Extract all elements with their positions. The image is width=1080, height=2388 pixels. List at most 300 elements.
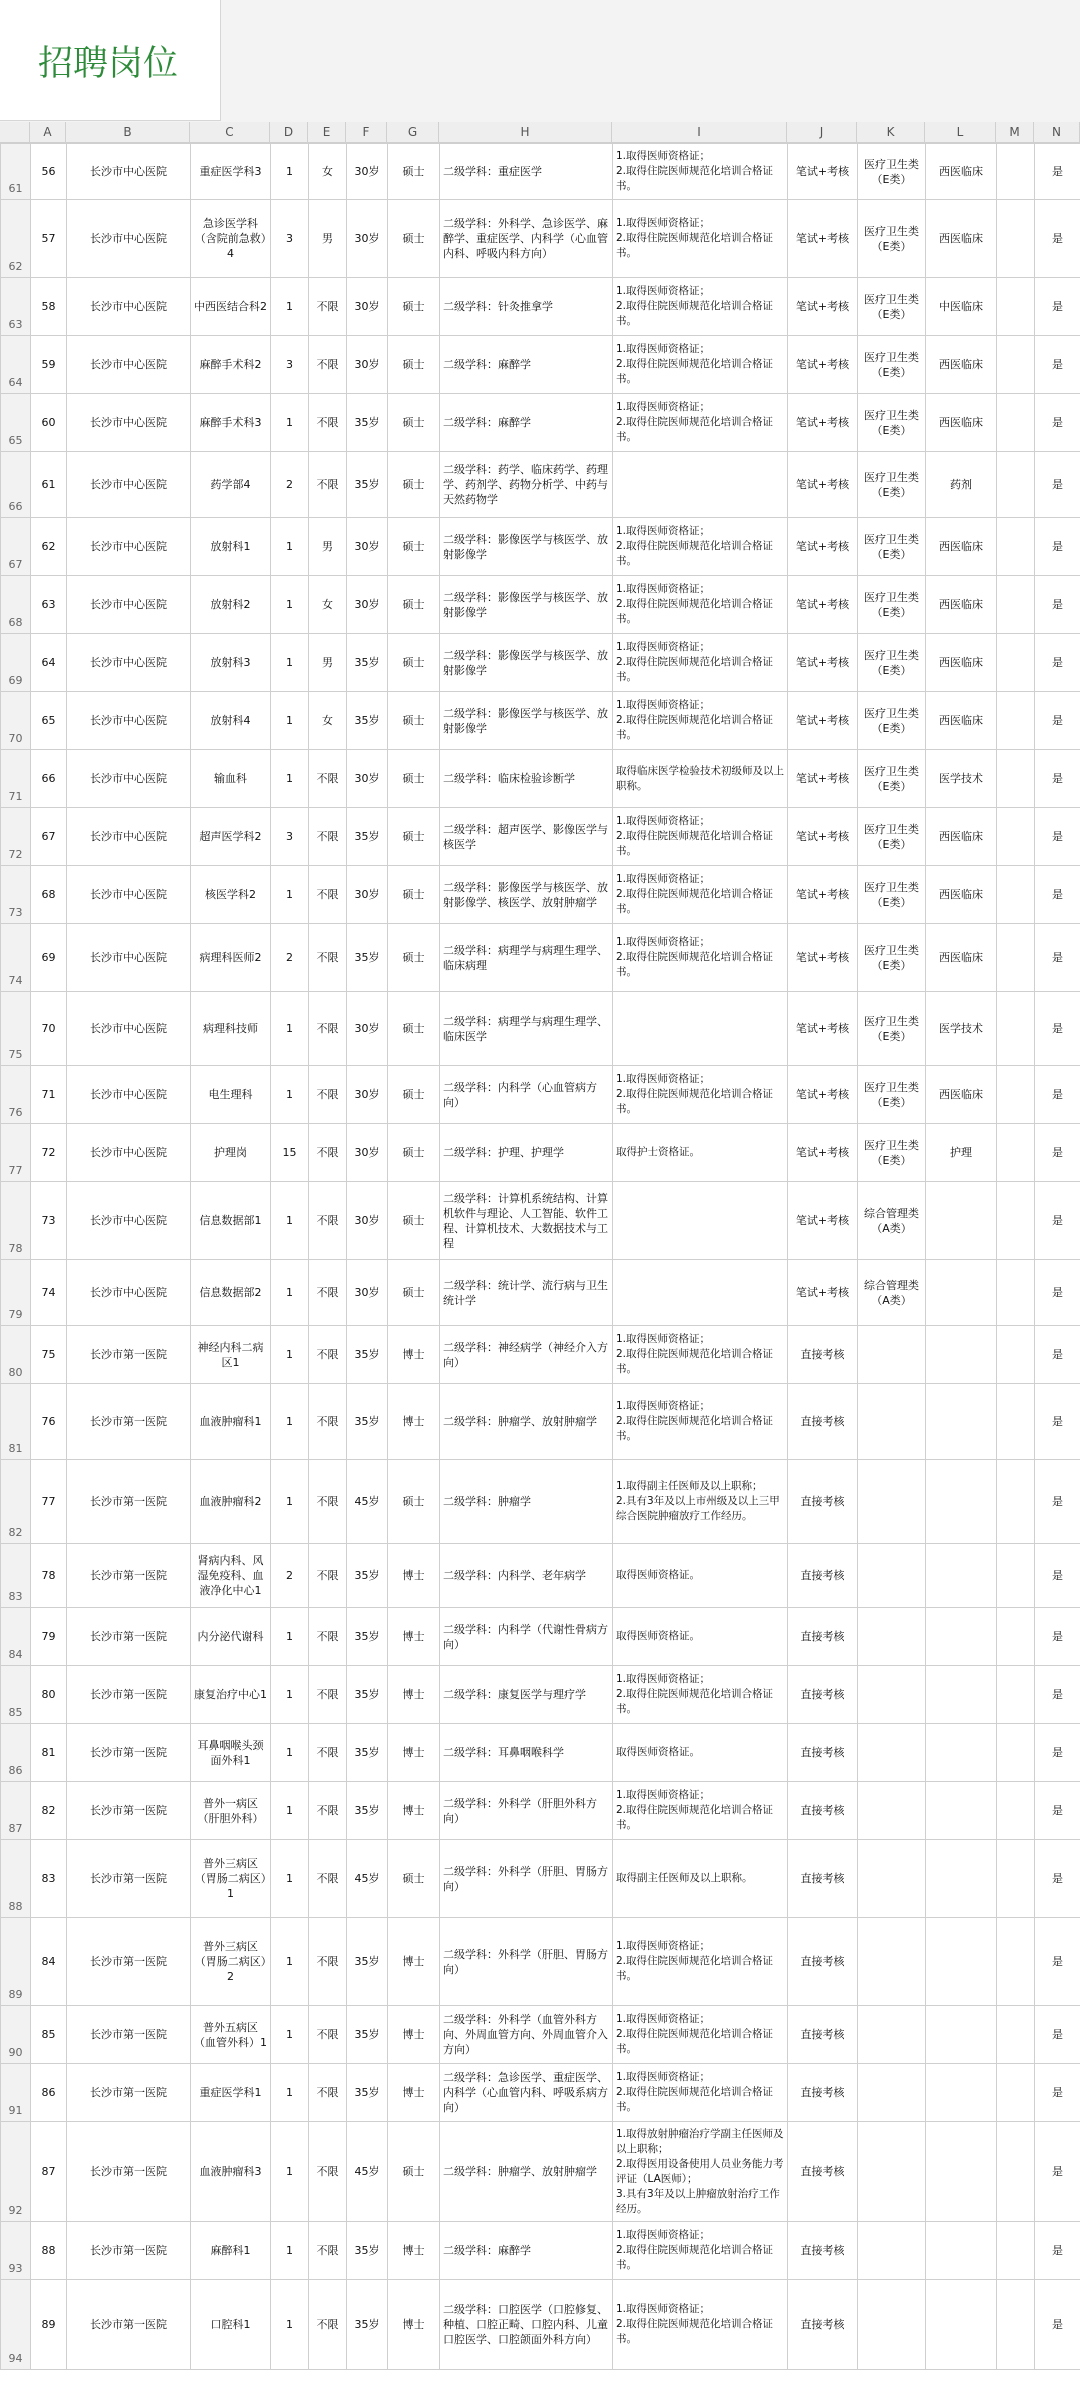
cell-k[interactable]: 医疗卫生类（E类） [858, 394, 926, 452]
cell-e[interactable]: 不限 [309, 2222, 347, 2280]
cell-c[interactable]: 麻醉手术科3 [191, 394, 271, 452]
cell-g[interactable]: 硕士 [388, 1066, 440, 1124]
cell-a[interactable]: 63 [31, 576, 67, 634]
cell-j[interactable]: 笔试+考核 [788, 518, 858, 576]
cell-g[interactable]: 硕士 [388, 992, 440, 1066]
cell-i[interactable]: 取得医师资格证。 [613, 1544, 788, 1608]
cell-i[interactable]: 取得医师资格证。 [613, 1724, 788, 1782]
cell-e[interactable]: 不限 [309, 1724, 347, 1782]
cell-a[interactable]: 76 [31, 1384, 67, 1460]
cell-j[interactable]: 笔试+考核 [788, 394, 858, 452]
cell-g[interactable]: 硕士 [388, 1182, 440, 1260]
cell-e[interactable]: 女 [309, 692, 347, 750]
cell-d[interactable]: 1 [271, 576, 309, 634]
cell-j[interactable]: 笔试+考核 [788, 144, 858, 200]
cell-n[interactable]: 是 [1035, 1840, 1080, 1918]
cell-a[interactable]: 86 [31, 2064, 67, 2122]
cell-a[interactable]: 70 [31, 992, 67, 1066]
cell-f[interactable]: 35岁 [347, 924, 388, 992]
cell-h[interactable]: 二级学科：神经病学（神经介入方向） [440, 1326, 613, 1384]
cell-m[interactable] [997, 2222, 1035, 2280]
cell-d[interactable]: 1 [271, 1460, 309, 1544]
cell-n[interactable]: 是 [1035, 2122, 1080, 2222]
cell-a[interactable]: 80 [31, 1666, 67, 1724]
cell-c[interactable]: 急诊医学科（含院前急救）4 [191, 200, 271, 278]
cell-f[interactable]: 30岁 [347, 1182, 388, 1260]
cell-j[interactable]: 笔试+考核 [788, 692, 858, 750]
cell-c[interactable]: 麻醉手术科2 [191, 336, 271, 394]
row-number[interactable]: 77 [1, 1124, 31, 1182]
select-all-corner[interactable] [0, 122, 30, 142]
cell-l[interactable]: 西医临床 [926, 518, 997, 576]
cell-f[interactable]: 30岁 [347, 518, 388, 576]
cell-l[interactable]: 西医临床 [926, 924, 997, 992]
cell-l[interactable] [926, 1666, 997, 1724]
cell-n[interactable]: 是 [1035, 144, 1080, 200]
cell-h[interactable]: 二级学科：康复医学与理疗学 [440, 1666, 613, 1724]
row-number[interactable]: 83 [1, 1544, 31, 1608]
cell-j[interactable]: 笔试+考核 [788, 1066, 858, 1124]
cell-b[interactable]: 长沙市中心医院 [67, 750, 191, 808]
cell-l[interactable]: 中医临床 [926, 278, 997, 336]
column-header-n[interactable]: N [1034, 122, 1080, 142]
cell-k[interactable] [858, 1544, 926, 1608]
cell-g[interactable]: 硕士 [388, 1460, 440, 1544]
cell-a[interactable]: 67 [31, 808, 67, 866]
cell-b[interactable]: 长沙市第一医院 [67, 2222, 191, 2280]
cell-m[interactable] [997, 2006, 1035, 2064]
cell-b[interactable]: 长沙市中心医院 [67, 576, 191, 634]
cell-a[interactable]: 88 [31, 2222, 67, 2280]
cell-i[interactable]: 1.取得医师资格证； 2.取得住院医师规范化培训合格证书。 [613, 2064, 788, 2122]
cell-n[interactable]: 是 [1035, 1544, 1080, 1608]
cell-k[interactable]: 医疗卫生类（E类） [858, 692, 926, 750]
cell-a[interactable]: 72 [31, 1124, 67, 1182]
cell-c[interactable]: 病理科医师2 [191, 924, 271, 992]
cell-e[interactable]: 不限 [309, 1544, 347, 1608]
row-number[interactable]: 76 [1, 1066, 31, 1124]
cell-b[interactable]: 长沙市中心医院 [67, 634, 191, 692]
cell-i[interactable] [613, 992, 788, 1066]
cell-h[interactable]: 二级学科：肿瘤学、放射肿瘤学 [440, 2122, 613, 2222]
cell-b[interactable]: 长沙市第一医院 [67, 1460, 191, 1544]
cell-a[interactable]: 56 [31, 144, 67, 200]
cell-l[interactable] [926, 1182, 997, 1260]
cell-e[interactable]: 女 [309, 576, 347, 634]
row-number[interactable]: 85 [1, 1666, 31, 1724]
cell-l[interactable]: 西医临床 [926, 576, 997, 634]
cell-c[interactable]: 放射科3 [191, 634, 271, 692]
cell-i[interactable]: 1.取得医师资格证； 2.取得住院医师规范化培训合格证书。 [613, 1384, 788, 1460]
cell-l[interactable]: 西医临床 [926, 808, 997, 866]
cell-j[interactable]: 直接考核 [788, 1782, 858, 1840]
cell-k[interactable] [858, 1782, 926, 1840]
cell-b[interactable]: 长沙市中心医院 [67, 278, 191, 336]
cell-k[interactable] [858, 1608, 926, 1666]
cell-d[interactable]: 1 [271, 634, 309, 692]
cell-g[interactable]: 硕士 [388, 278, 440, 336]
column-header-b[interactable]: B [66, 122, 190, 142]
cell-g[interactable]: 硕士 [388, 336, 440, 394]
cell-c[interactable]: 耳鼻咽喉头颈面外科1 [191, 1724, 271, 1782]
cell-m[interactable] [997, 1066, 1035, 1124]
cell-n[interactable]: 是 [1035, 518, 1080, 576]
cell-i[interactable]: 1.取得医师资格证； 2.取得住院医师规范化培训合格证书。 [613, 1918, 788, 2006]
cell-l[interactable]: 西医临床 [926, 394, 997, 452]
cell-l[interactable]: 西医临床 [926, 634, 997, 692]
cell-d[interactable]: 1 [271, 992, 309, 1066]
row-number[interactable]: 70 [1, 692, 31, 750]
row-number[interactable]: 86 [1, 1724, 31, 1782]
cell-c[interactable]: 超声医学科2 [191, 808, 271, 866]
cell-c[interactable]: 重症医学科3 [191, 144, 271, 200]
cell-k[interactable] [858, 1840, 926, 1918]
cell-n[interactable]: 是 [1035, 2064, 1080, 2122]
cell-c[interactable]: 普外一病区（肝胆外科） [191, 1782, 271, 1840]
cell-k[interactable]: 综合管理类（A类） [858, 1182, 926, 1260]
cell-e[interactable]: 不限 [309, 2122, 347, 2222]
cell-n[interactable]: 是 [1035, 808, 1080, 866]
cell-k[interactable] [858, 1724, 926, 1782]
cell-k[interactable]: 医疗卫生类（E类） [858, 200, 926, 278]
cell-a[interactable]: 64 [31, 634, 67, 692]
row-number[interactable]: 92 [1, 2122, 31, 2222]
row-number[interactable]: 63 [1, 278, 31, 336]
cell-g[interactable]: 硕士 [388, 750, 440, 808]
cell-c[interactable]: 输血科 [191, 750, 271, 808]
row-number[interactable]: 62 [1, 200, 31, 278]
cell-i[interactable]: 1.取得医师资格证； 2.取得住院医师规范化培训合格证书。 [613, 2006, 788, 2064]
cell-m[interactable] [997, 2064, 1035, 2122]
row-number[interactable]: 73 [1, 866, 31, 924]
column-header-i[interactable]: I [612, 122, 787, 142]
cell-g[interactable]: 博士 [388, 1384, 440, 1460]
cell-l[interactable]: 西医临床 [926, 1066, 997, 1124]
cell-c[interactable]: 电生理科 [191, 1066, 271, 1124]
cell-m[interactable] [997, 452, 1035, 518]
cell-i[interactable] [613, 1182, 788, 1260]
cell-c[interactable]: 血液肿瘤科1 [191, 1384, 271, 1460]
cell-l[interactable] [926, 1608, 997, 1666]
cell-c[interactable]: 放射科1 [191, 518, 271, 576]
cell-a[interactable]: 58 [31, 278, 67, 336]
cell-h[interactable]: 二级学科：外科学（肝胆、胃肠方向） [440, 1840, 613, 1918]
cell-f[interactable]: 35岁 [347, 1608, 388, 1666]
cell-l[interactable]: 西医临床 [926, 200, 997, 278]
cell-l[interactable] [926, 1384, 997, 1460]
cell-b[interactable]: 长沙市第一医院 [67, 1666, 191, 1724]
cell-a[interactable]: 69 [31, 924, 67, 992]
row-number[interactable]: 69 [1, 634, 31, 692]
cell-l[interactable]: 西医临床 [926, 336, 997, 394]
cell-f[interactable]: 35岁 [347, 1544, 388, 1608]
column-header-d[interactable]: D [270, 122, 308, 142]
cell-a[interactable]: 68 [31, 866, 67, 924]
cell-a[interactable]: 62 [31, 518, 67, 576]
cell-e[interactable]: 不限 [309, 2006, 347, 2064]
cell-g[interactable]: 硕士 [388, 518, 440, 576]
cell-b[interactable]: 长沙市中心医院 [67, 1260, 191, 1326]
cell-g[interactable]: 硕士 [388, 808, 440, 866]
cell-a[interactable]: 87 [31, 2122, 67, 2222]
cell-e[interactable]: 不限 [309, 1066, 347, 1124]
cell-l[interactable] [926, 2122, 997, 2222]
row-number[interactable]: 84 [1, 1608, 31, 1666]
cell-j[interactable]: 直接考核 [788, 2122, 858, 2222]
cell-n[interactable]: 是 [1035, 278, 1080, 336]
cell-i[interactable]: 1.取得医师资格证； 2.取得住院医师规范化培训合格证书。 [613, 1066, 788, 1124]
cell-i[interactable]: 1.取得医师资格证； 2.取得住院医师规范化培训合格证书。 [613, 278, 788, 336]
cell-b[interactable]: 长沙市第一医院 [67, 2280, 191, 2370]
cell-n[interactable]: 是 [1035, 1460, 1080, 1544]
cell-d[interactable]: 1 [271, 1326, 309, 1384]
cell-k[interactable]: 医疗卫生类（E类） [858, 750, 926, 808]
cell-f[interactable]: 35岁 [347, 808, 388, 866]
cell-f[interactable]: 30岁 [347, 866, 388, 924]
cell-g[interactable]: 硕士 [388, 2122, 440, 2222]
cell-j[interactable]: 笔试+考核 [788, 634, 858, 692]
cell-h[interactable]: 二级学科：内科学（代谢性骨病方向） [440, 1608, 613, 1666]
cell-m[interactable] [997, 1260, 1035, 1326]
cell-h[interactable]: 二级学科：病理学与病理生理学、临床病理 [440, 924, 613, 992]
cell-c[interactable]: 血液肿瘤科2 [191, 1460, 271, 1544]
cell-f[interactable]: 30岁 [347, 750, 388, 808]
cell-m[interactable] [997, 278, 1035, 336]
row-number[interactable]: 81 [1, 1384, 31, 1460]
cell-m[interactable] [997, 200, 1035, 278]
cell-n[interactable]: 是 [1035, 866, 1080, 924]
cell-a[interactable]: 61 [31, 452, 67, 518]
cell-b[interactable]: 长沙市第一医院 [67, 1544, 191, 1608]
cell-m[interactable] [997, 336, 1035, 394]
cell-l[interactable] [926, 2222, 997, 2280]
column-header-j[interactable]: J [787, 122, 857, 142]
cell-b[interactable]: 长沙市中心医院 [67, 1066, 191, 1124]
cell-k[interactable]: 医疗卫生类（E类） [858, 336, 926, 394]
cell-k[interactable] [858, 2064, 926, 2122]
cell-i[interactable]: 1.取得副主任医师及以上职称； 2.具有3年及以上市州级及以上三甲综合医院肿瘤放疗工作经历。 [613, 1460, 788, 1544]
cell-h[interactable]: 二级学科：内科学、老年病学 [440, 1544, 613, 1608]
cell-d[interactable]: 1 [271, 1918, 309, 2006]
cell-m[interactable] [997, 1918, 1035, 2006]
cell-n[interactable]: 是 [1035, 692, 1080, 750]
cell-d[interactable]: 1 [271, 2064, 309, 2122]
cell-j[interactable]: 笔试+考核 [788, 200, 858, 278]
cell-g[interactable]: 硕士 [388, 866, 440, 924]
cell-e[interactable]: 不限 [309, 1326, 347, 1384]
cell-i[interactable]: 1.取得医师资格证； 2.取得住院医师规范化培训合格证书。 [613, 518, 788, 576]
row-number[interactable]: 82 [1, 1460, 31, 1544]
cell-n[interactable]: 是 [1035, 1608, 1080, 1666]
cell-a[interactable]: 89 [31, 2280, 67, 2370]
cell-c[interactable]: 麻醉科1 [191, 2222, 271, 2280]
cell-a[interactable]: 84 [31, 1918, 67, 2006]
cell-j[interactable]: 直接考核 [788, 2280, 858, 2370]
cell-f[interactable]: 45岁 [347, 1460, 388, 1544]
cell-j[interactable]: 笔试+考核 [788, 866, 858, 924]
cell-i[interactable]: 1.取得医师资格证； 2.取得住院医师规范化培训合格证书。 [613, 576, 788, 634]
cell-b[interactable]: 长沙市中心医院 [67, 518, 191, 576]
cell-h[interactable]: 二级学科：针灸推拿学 [440, 278, 613, 336]
cell-d[interactable]: 1 [271, 1066, 309, 1124]
row-number[interactable]: 80 [1, 1326, 31, 1384]
cell-h[interactable]: 二级学科：急诊医学、重症医学、内科学（心血管内科、呼吸系病方向） [440, 2064, 613, 2122]
cell-j[interactable]: 笔试+考核 [788, 924, 858, 992]
cell-n[interactable]: 是 [1035, 1666, 1080, 1724]
cell-i[interactable]: 1.取得医师资格证； 2.取得住院医师规范化培训合格证书。 [613, 808, 788, 866]
column-header-c[interactable]: C [190, 122, 270, 142]
cell-f[interactable]: 35岁 [347, 2064, 388, 2122]
cell-a[interactable]: 66 [31, 750, 67, 808]
spreadsheet-grid[interactable] [0, 143, 1080, 2370]
cell-b[interactable]: 长沙市中心医院 [67, 692, 191, 750]
cell-g[interactable]: 硕士 [388, 1840, 440, 1918]
cell-i[interactable]: 1.取得医师资格证； 2.取得住院医师规范化培训合格证书。 [613, 924, 788, 992]
cell-j[interactable]: 直接考核 [788, 2064, 858, 2122]
cell-f[interactable]: 35岁 [347, 1384, 388, 1460]
cell-c[interactable]: 康复治疗中心1 [191, 1666, 271, 1724]
cell-g[interactable]: 博士 [388, 1918, 440, 2006]
cell-m[interactable] [997, 866, 1035, 924]
cell-g[interactable]: 硕士 [388, 634, 440, 692]
row-number[interactable]: 74 [1, 924, 31, 992]
cell-d[interactable]: 1 [271, 394, 309, 452]
cell-m[interactable] [997, 1182, 1035, 1260]
cell-d[interactable]: 1 [271, 2006, 309, 2064]
cell-i[interactable] [613, 452, 788, 518]
cell-n[interactable]: 是 [1035, 1326, 1080, 1384]
cell-n[interactable]: 是 [1035, 2222, 1080, 2280]
cell-m[interactable] [997, 1782, 1035, 1840]
cell-f[interactable]: 35岁 [347, 1782, 388, 1840]
column-header-f[interactable]: F [346, 122, 387, 142]
cell-e[interactable]: 不限 [309, 278, 347, 336]
cell-n[interactable]: 是 [1035, 992, 1080, 1066]
cell-j[interactable]: 直接考核 [788, 1666, 858, 1724]
cell-j[interactable]: 笔试+考核 [788, 576, 858, 634]
cell-e[interactable]: 女 [309, 144, 347, 200]
cell-n[interactable]: 是 [1035, 1182, 1080, 1260]
cell-d[interactable]: 1 [271, 278, 309, 336]
cell-d[interactable]: 3 [271, 336, 309, 394]
cell-h[interactable]: 二级学科：麻醉学 [440, 2222, 613, 2280]
cell-g[interactable]: 博士 [388, 1544, 440, 1608]
cell-k[interactable]: 医疗卫生类（E类） [858, 808, 926, 866]
cell-e[interactable]: 不限 [309, 2280, 347, 2370]
cell-i[interactable]: 1.取得医师资格证； 2.取得住院医师规范化培训合格证书。 [613, 1782, 788, 1840]
cell-i[interactable]: 1.取得医师资格证； 2.取得住院医师规范化培训合格证书。 [613, 2280, 788, 2370]
cell-m[interactable] [997, 1724, 1035, 1782]
column-header-h[interactable]: H [439, 122, 612, 142]
column-header-e[interactable]: E [308, 122, 346, 142]
cell-i[interactable] [613, 1260, 788, 1326]
cell-h[interactable]: 二级学科：计算机系统结构、计算机软件与理论、人工智能、软件工程、计算机技术、大数据技术与工程 [440, 1182, 613, 1260]
cell-a[interactable]: 77 [31, 1460, 67, 1544]
cell-m[interactable] [997, 1460, 1035, 1544]
cell-a[interactable]: 73 [31, 1182, 67, 1260]
cell-g[interactable]: 博士 [388, 1782, 440, 1840]
cell-c[interactable]: 药学部4 [191, 452, 271, 518]
cell-j[interactable]: 直接考核 [788, 1460, 858, 1544]
cell-j[interactable]: 直接考核 [788, 1384, 858, 1460]
cell-b[interactable]: 长沙市中心医院 [67, 866, 191, 924]
cell-g[interactable]: 博士 [388, 2006, 440, 2064]
cell-j[interactable]: 笔试+考核 [788, 992, 858, 1066]
cell-b[interactable]: 长沙市第一医院 [67, 1782, 191, 1840]
cell-l[interactable]: 西医临床 [926, 144, 997, 200]
cell-e[interactable]: 男 [309, 200, 347, 278]
cell-l[interactable] [926, 1918, 997, 2006]
cell-d[interactable]: 1 [271, 1182, 309, 1260]
cell-m[interactable] [997, 1608, 1035, 1666]
cell-h[interactable]: 二级学科：影像医学与核医学、放射影像学、核医学、放射肿瘤学 [440, 866, 613, 924]
cell-b[interactable]: 长沙市中心医院 [67, 452, 191, 518]
cell-j[interactable]: 直接考核 [788, 2222, 858, 2280]
row-number[interactable]: 88 [1, 1840, 31, 1918]
cell-k[interactable] [858, 1666, 926, 1724]
cell-g[interactable]: 硕士 [388, 200, 440, 278]
cell-j[interactable]: 直接考核 [788, 1918, 858, 2006]
row-number[interactable]: 65 [1, 394, 31, 452]
cell-b[interactable]: 长沙市中心医院 [67, 144, 191, 200]
cell-b[interactable]: 长沙市中心医院 [67, 394, 191, 452]
cell-i[interactable]: 取得护士资格证。 [613, 1124, 788, 1182]
cell-e[interactable]: 不限 [309, 1460, 347, 1544]
cell-i[interactable]: 1.取得医师资格证； 2.取得住院医师规范化培训合格证书。 [613, 634, 788, 692]
cell-e[interactable]: 不限 [309, 924, 347, 992]
cell-a[interactable]: 78 [31, 1544, 67, 1608]
cell-e[interactable]: 不限 [309, 808, 347, 866]
cell-k[interactable]: 医疗卫生类（E类） [858, 1124, 926, 1182]
cell-l[interactable] [926, 2064, 997, 2122]
cell-l[interactable] [926, 1460, 997, 1544]
cell-b[interactable]: 长沙市中心医院 [67, 336, 191, 394]
cell-k[interactable]: 综合管理类（A类） [858, 1260, 926, 1326]
cell-e[interactable]: 不限 [309, 2064, 347, 2122]
row-number[interactable]: 75 [1, 992, 31, 1066]
cell-j[interactable]: 直接考核 [788, 1724, 858, 1782]
cell-e[interactable]: 不限 [309, 866, 347, 924]
cell-e[interactable]: 男 [309, 634, 347, 692]
cell-n[interactable]: 是 [1035, 2006, 1080, 2064]
cell-n[interactable]: 是 [1035, 1782, 1080, 1840]
cell-i[interactable]: 1.取得医师资格证； 2.取得住院医师规范化培训合格证书。 [613, 2222, 788, 2280]
cell-e[interactable]: 不限 [309, 1782, 347, 1840]
cell-d[interactable]: 1 [271, 1384, 309, 1460]
cell-a[interactable]: 79 [31, 1608, 67, 1666]
cell-b[interactable]: 长沙市中心医院 [67, 924, 191, 992]
cell-l[interactable]: 医学技术 [926, 992, 997, 1066]
cell-n[interactable]: 是 [1035, 1384, 1080, 1460]
cell-g[interactable]: 硕士 [388, 924, 440, 992]
cell-k[interactable] [858, 2006, 926, 2064]
cell-f[interactable]: 30岁 [347, 1124, 388, 1182]
cell-l[interactable] [926, 1260, 997, 1326]
cell-l[interactable]: 护理 [926, 1124, 997, 1182]
cell-d[interactable]: 1 [271, 1260, 309, 1326]
cell-f[interactable]: 45岁 [347, 1840, 388, 1918]
cell-a[interactable]: 82 [31, 1782, 67, 1840]
cell-d[interactable]: 2 [271, 924, 309, 992]
cell-b[interactable]: 长沙市中心医院 [67, 200, 191, 278]
cell-g[interactable]: 硕士 [388, 394, 440, 452]
cell-e[interactable]: 不限 [309, 1384, 347, 1460]
cell-d[interactable]: 1 [271, 2222, 309, 2280]
cell-a[interactable]: 60 [31, 394, 67, 452]
cell-c[interactable]: 放射科4 [191, 692, 271, 750]
cell-n[interactable]: 是 [1035, 634, 1080, 692]
cell-e[interactable]: 不限 [309, 1124, 347, 1182]
